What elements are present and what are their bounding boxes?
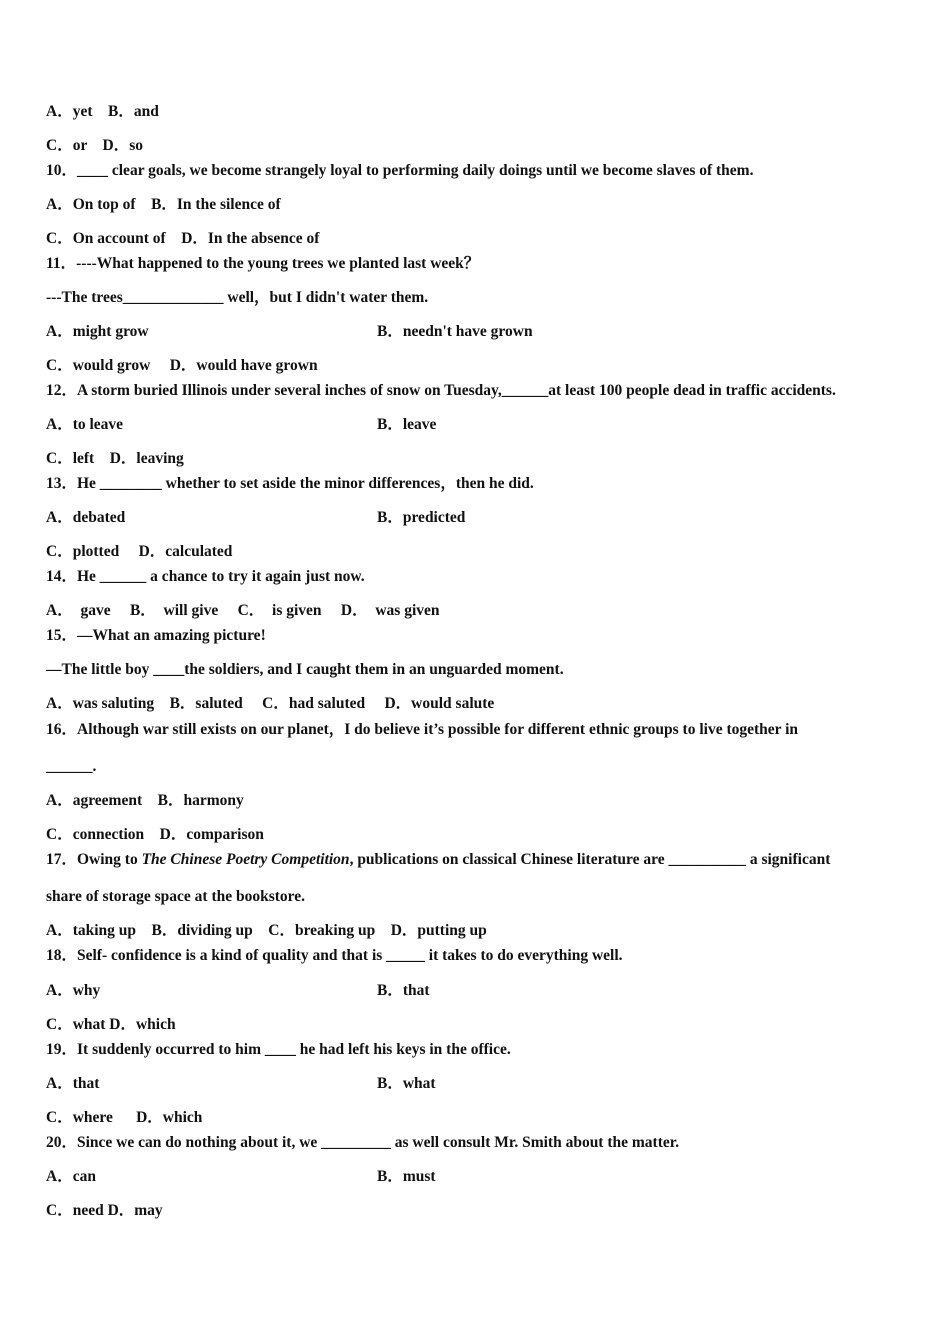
q11-options-cd: C．would grow D．would have grown (46, 357, 318, 374)
q18-option-a: A．why (46, 982, 101, 999)
q16-line2: ______. (46, 758, 97, 775)
q14-stem: 14．He ______ a chance to try it again just now. (46, 568, 365, 585)
q10-options-cd: C．On account of D．In the absence of (46, 230, 320, 247)
q17-line2: share of storage space at the bookstore. (46, 888, 306, 905)
q20-options-cd: C．need D．may (46, 1202, 163, 1219)
q14-options: A． gave B． will give C． is given D． was given (46, 602, 440, 619)
q15-line2: —The little boy ____the soldiers, and I caught them in an unguarded moment. (46, 661, 564, 678)
q12-stem: 12．A storm buried Illinois under several inches of snow on Tuesday,______at least 100 people dead in traffic accidents. (46, 382, 836, 399)
q10-stem: 10．____ clear goals, we become strangely loyal to performing daily doings until we become slaves of them. (46, 162, 754, 179)
q16-options-ab: A．agreement B．harmony (46, 792, 244, 809)
q12-option-b: B．leave (377, 416, 437, 433)
q17-lead: 17．Owing to (46, 851, 142, 868)
q20-option-b: B．must (377, 1168, 436, 1185)
q19-option-a: A．that (46, 1075, 100, 1092)
q11-option-a: A．might grow (46, 323, 149, 340)
q15-options: A．was saluting B．saluted C．had saluted D．would salute (46, 695, 495, 712)
q16-options-cd: C．connection D．comparison (46, 826, 264, 843)
q20-stem: 20．Since we can do nothing about it, we _________ as well consult Mr. Smith about the matter. (46, 1134, 680, 1151)
q18-options-cd: C．what D．which (46, 1016, 176, 1033)
q15-stem: 15．—What an amazing picture! (46, 627, 266, 644)
q17-stem (46, 850, 830, 870)
q13-stem: 13．He ________ whether to set aside the minor differences，then he did. (46, 475, 534, 492)
q17-options: A．taking up B．dividing up C．breaking up D．putting up (46, 922, 487, 939)
q10-options-ab: A．On top of B．In the silence of (46, 196, 281, 213)
q19-stem: 19．It suddenly occurred to him ____ he had left his keys in the office. (46, 1041, 511, 1058)
q16-stem: 16．Although war still exists on our planet，I do believe it’s possible for different ethnic groups to live together in (46, 721, 799, 738)
q11-stem: 11．----What happened to the young trees we planted last week？ (46, 255, 480, 272)
q19-option-b: B．what (377, 1075, 436, 1092)
q13-options-cd: C．plotted D．calculated (46, 543, 233, 560)
q18-option-b: B．that (377, 982, 430, 999)
q19-options-cd: C．where D．which (46, 1109, 203, 1126)
q18-stem: 18．Self- confidence is a kind of quality and that is _____ it takes to do everything well. (46, 947, 623, 964)
q9-options-ab: A．yet B．and (46, 103, 159, 120)
q17-rest: , publications on classical Chinese literature are __________ a significant (349, 851, 831, 868)
q20-option-a: A．can (46, 1168, 96, 1185)
q9-options-cd: C．or D．so (46, 137, 144, 154)
q17-title: The Chinese Poetry Competition (141, 851, 350, 868)
q12-options-cd: C．left D．leaving (46, 450, 184, 467)
q11-option-b: B．needn't have grown (377, 323, 533, 340)
q11-line2: ---The trees_____________ well，but I didn't water them. (46, 289, 429, 306)
q12-option-a: A．to leave (46, 416, 124, 433)
q13-option-a: A．debated (46, 509, 126, 526)
q13-option-b: B．predicted (377, 509, 466, 526)
